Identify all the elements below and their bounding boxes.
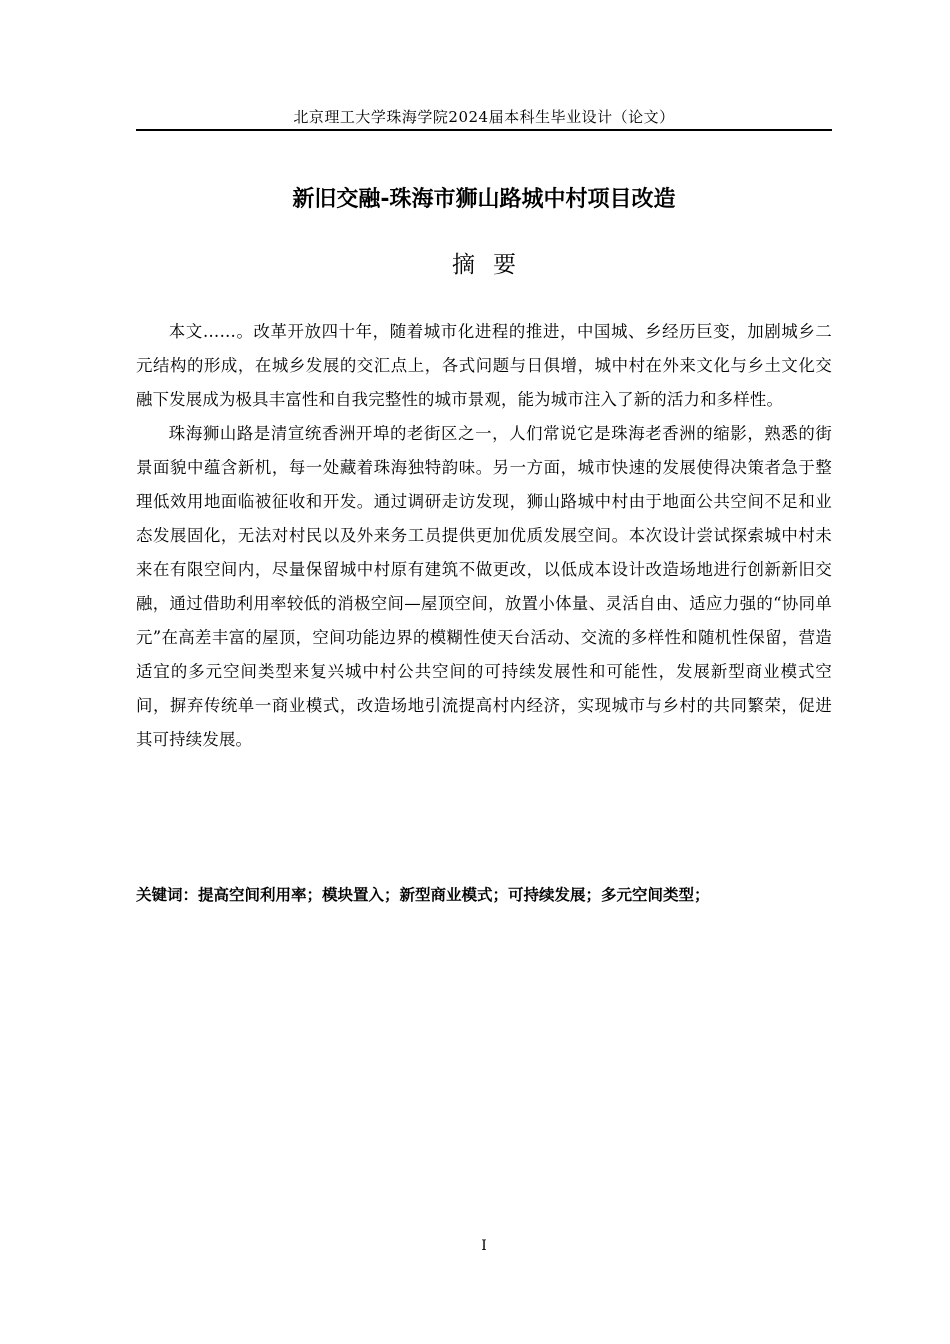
- abstract-heading: 摘要: [452, 252, 534, 278]
- abstract-paragraph-1: 本文……。改革开放四十年，随着城市化进程的推进，中国城、乡经历巨变，加剧城乡二元结构的形成，在城乡发展的交汇点上，各式问题与日俱增，城中村在外来文化与乡土文化交融下发展成为极具丰富性和自我完整性的城市景观，能为城市注入了新的活力和多样性。: [136, 322, 832, 409]
- page-number: I: [481, 1238, 487, 1254]
- header-divider: [136, 129, 832, 131]
- running-header: 北京理工大学珠海学院2024届本科生毕业设计（论文）: [293, 108, 675, 126]
- page-title: 新旧交融-珠海市狮山路城中村项目改造: [292, 187, 676, 212]
- abstract-paragraph-2: 珠海狮山路是清宣统香洲开埠的老街区之一，人们常说它是珠海老香洲的缩影，熟悉的街景面貌中蕴含新机，每一处藏着珠海独特韵味。另一方面，城市快速的发展使得决策者急于整理低效用地面临被征收和开发。通过调研走访发现，狮山路城中村由于地面公共空间不足和业态发展固化，无法对村民以及外来务工员提供更加优质发展空间。本次设计尝试探索城中村未来在有限空间内，尽量保留城中村原有建筑不做更改，以低成本设计改造场地进行创新新旧交融，通过借助利用率较低的消极空间—屋顶空间，放置小体量、灵活自由、适应力强的“协同单元”在高差丰富的屋顶，空间功能边界的模糊性使天台活动、交流的多样性和随机性保留，营造适宜的多元空间类型来复兴城中村公共空间的可持续发展性和可能性，发展新型商业模式空间，摒弃传统单一商业模式，改造场地引流提高村内经济，实现城市与乡村的共同繁荣，促进其可持续发展。: [136, 424, 832, 749]
- abstract-body: [136, 315, 832, 757]
- keywords-line: 关键词：提高空间利用率；模块置入；新型商业模式；可持续发展；多元空间类型；: [136, 886, 710, 904]
